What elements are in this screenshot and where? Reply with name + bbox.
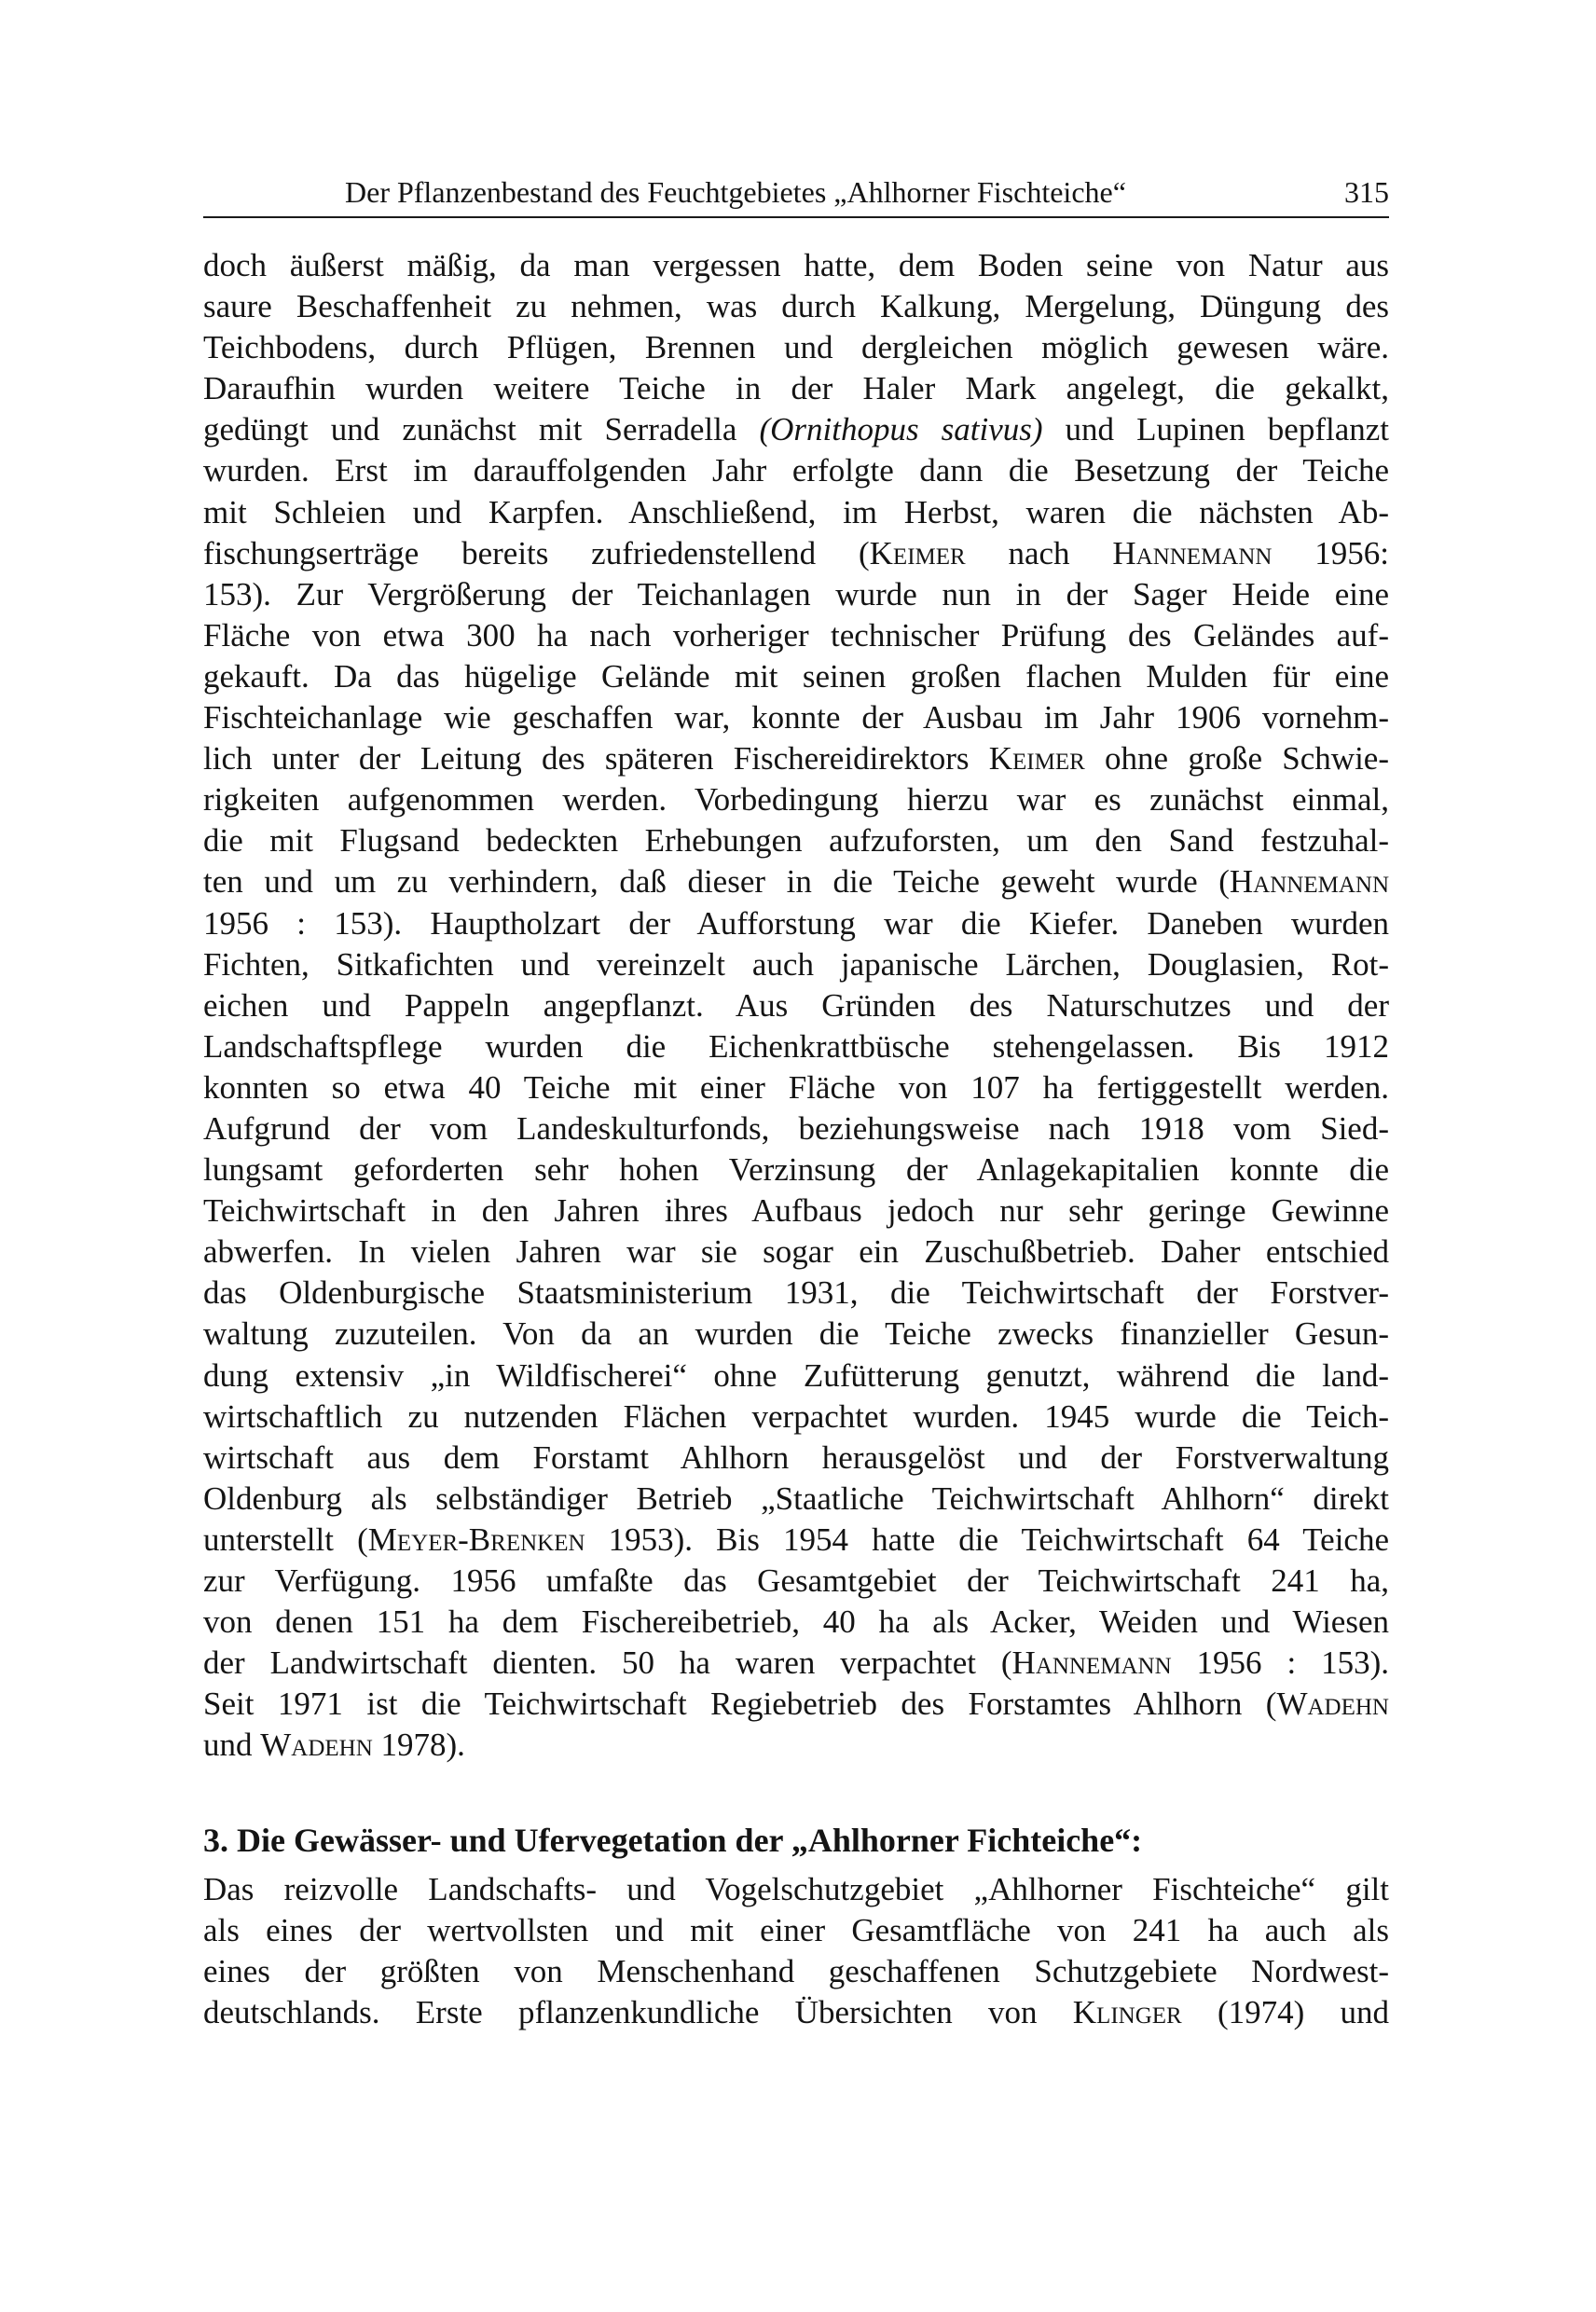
text-line: Fläche von etwa 300 ha nach vorheriger technischer Prüfung des Geländes auf- (203, 616, 1389, 654)
text-line: Aufgrund der vom Landeskulturfonds, beziehungsweise nach 1918 vom Sied- (203, 1109, 1389, 1147)
text-run: (1974) und (1181, 1994, 1390, 2031)
section-heading: 3. Die Gewässer- und Ufervegetation der „Ahlhorner Fichteiche“: (203, 1822, 1143, 1859)
text-line: von denen 151 ha dem Fischereibetrieb, 40 ha als Acker, Weiden und Wiesen (203, 1603, 1389, 1641)
body-paragraph (203, 245, 1389, 1766)
text-line: Oldenburg als selbständiger Betrieb „Staatliche Teichwirtschaft Ahlhorn“ direkt (203, 1479, 1389, 1517)
running-title: Der Pflanzenbestand des Feuchtgebietes „Ahlhorner Fischteiche“ (345, 175, 1126, 209)
author-name: Hannemann (1229, 863, 1389, 901)
text-line (203, 533, 1389, 574)
text-run: ohne große Schwie- (1084, 740, 1389, 778)
text-line: 1956 : 153). Hauptholzart der Aufforstung war die Kiefer. Daneben wurden (203, 904, 1389, 942)
author-name: Wadehn (1276, 1686, 1389, 1723)
text-run: 1978). (372, 1727, 465, 1764)
text-run: 1953). Bis 1954 hatte die Teichwirtschaft 64 Teiche (585, 1521, 1389, 1558)
text-line: das Oldenburgische Staatsministerium 1931, die Teichwirtschaft der Forstver- (203, 1274, 1389, 1312)
text-line: zur Verfügung. 1956 umfaßte das Gesamtgebiet der Teichwirtschaft 241 ha, (203, 1562, 1389, 1599)
text-line: mit Schleien und Karpfen. Anschließend, im Herbst, waren die nächsten Ab- (203, 493, 1389, 530)
author-name: Keimer (988, 740, 1085, 778)
text-line: eichen und Pappeln angepflanzt. Aus Gründen des Naturschutzes und der (203, 986, 1389, 1024)
text-line (203, 1725, 1389, 1766)
text-run: nach (965, 534, 1113, 571)
text-line: doch äußerst mäßig, da man vergessen hatte, dem Boden seine von Natur aus (203, 247, 1389, 283)
text-line: wirtschaftlich zu nutzenden Flächen verpachtet wurden. 1945 wurde die Teich- (203, 1397, 1389, 1435)
text-run: und (203, 1727, 261, 1764)
text-run: unterstellt ( (203, 1521, 368, 1558)
text-line (203, 1643, 1389, 1684)
text-line: als eines der wertvollsten und mit einer Gesamtfläche von 241 ha auch als (203, 1912, 1389, 1949)
text-run: deutschlands. Erste pflanzenkundliche Übersichten von (203, 1994, 1073, 2031)
text-line (203, 861, 1389, 902)
text-line: lungsamt geforderten sehr hohen Verzinsung der Anlagekapitalien konnte die (203, 1151, 1389, 1189)
text-line: Teichwirtschaft in den Jahren ihres Aufbaus jedoch nur sehr geringe Gewinne (203, 1192, 1389, 1230)
author-name: Klinger (1072, 1994, 1182, 2031)
text-line: 153). Zur Vergrößerung der Teichanlagen wurde nun in der Sager Heide eine (203, 575, 1389, 612)
section-paragraph (203, 1869, 1389, 2033)
author-name: Hannemann (1112, 534, 1273, 571)
text-line (203, 738, 1389, 779)
text-line: wurden. Erst im darauffolgenden Jahr erfolgte dann die Besetzung der Teiche (203, 452, 1389, 489)
text-line: dung extensiv „in Wildfischerei“ ohne Zufütterung genutzt, während die land- (203, 1356, 1389, 1394)
text-line: abwerfen. In vielen Jahren war sie sogar ein Zuschußbetrieb. Daher entschied (203, 1233, 1389, 1271)
author-name: Hannemann (1011, 1645, 1172, 1682)
text-line: die mit Flugsand bedeckten Erhebungen aufzuforsten, um den Sand festzuhal- (203, 822, 1389, 860)
text-line: waltung zuzuteilen. Von da an wurden die Teiche zwecks finanzieller Gesun- (203, 1315, 1389, 1353)
text-run: und Lupinen bepflanzt (1042, 411, 1389, 448)
text-line (203, 1520, 1389, 1561)
text-line: gekauft. Da das hügelige Gelände mit seinen großen flachen Mulden für eine (203, 657, 1389, 695)
text-line: Das reizvolle Landschafts- und Vogelschutzgebiet „Ahlhorner Fischteiche“ gilt (203, 1871, 1389, 1907)
text-line: Landschaftspflege wurden die Eichenkrattbüsche stehengelassen. Bis 1912 (203, 1027, 1389, 1065)
text-run: Seit 1971 ist die Teichwirtschaft Regiebetrieb des Forstamtes Ahlhorn ( (203, 1686, 1277, 1723)
text-line (203, 409, 1389, 450)
text-run: fischungserträge bereits zufriedenstellend ( (203, 534, 870, 571)
text-run: der Landwirtschaft dienten. 50 ha waren verpachtet ( (203, 1645, 1012, 1682)
author-name: Wadehn (260, 1727, 373, 1764)
running-header (203, 173, 1389, 218)
text-line (203, 1992, 1389, 2033)
text-line: Teichbodens, durch Pflügen, Brennen und dergleichen möglich gewesen wäre. (203, 329, 1389, 366)
text-line (203, 1684, 1389, 1725)
text-line: Fischteichanlage wie geschaffen war, konnte der Ausbau im Jahr 1906 vornehm- (203, 699, 1389, 736)
text-run: 1956 : 153). (1171, 1645, 1389, 1682)
text-run: ten und um zu verhindern, daß dieser in die Teiche geweht wurde ( (203, 863, 1230, 901)
text-line: eines der größten von Menschenhand geschaffenen Schutzgebiete Nordwest- (203, 1953, 1389, 1990)
text-line: wirtschaft aus dem Forstamt Ahlhorn herausgelöst und der Forstverwaltung (203, 1438, 1389, 1476)
text-line: Daraufhin wurden weitere Teiche in der Haler Mark angelegt, die gekalkt, (203, 370, 1389, 407)
author-name: Meyer-Brenken (367, 1521, 585, 1558)
text-run: gedüngt und zunächst mit Serradella (203, 411, 760, 448)
text-line: saure Beschaffenheit zu nehmen, was durch Kalkung, Mergelung, Düngung des (203, 288, 1389, 325)
author-name: Keimer (869, 534, 966, 571)
text-run: lich unter der Leitung des späteren Fischereidirektors (203, 740, 989, 778)
page-number: 315 (1344, 175, 1389, 209)
species-name: (Ornithopus sativus) (759, 411, 1043, 448)
text-run: 1956: (1272, 534, 1389, 571)
text-line: konnten so etwa 40 Teiche mit einer Fläche von 107 ha fertiggestellt werden. (203, 1068, 1389, 1106)
text-line: rigkeiten aufgenommen werden. Vorbedingung hierzu war es zunächst einmal, (203, 781, 1389, 819)
text-line: Fichten, Sitkafichten und vereinzelt auch japanische Lärchen, Douglasien, Rot- (203, 945, 1389, 983)
